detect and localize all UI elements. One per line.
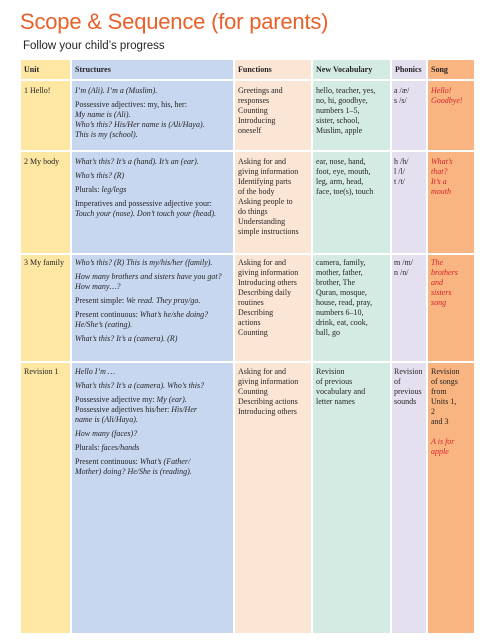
header-unit: Unit	[24, 65, 40, 74]
vocabulary-line: Revision	[316, 367, 345, 376]
functions-line: Understanding	[238, 217, 286, 226]
song-line: that?	[431, 167, 448, 176]
unit-column-bg	[21, 60, 70, 633]
structures-cell	[75, 86, 235, 140]
phonics-line: sounds	[394, 397, 417, 406]
functions-line: oneself	[238, 126, 262, 135]
vocabulary-line: of previous	[316, 377, 353, 386]
structure-line: This is my (school).	[75, 130, 138, 139]
phonics-cell	[394, 157, 427, 187]
functions-line: Identifying parts	[238, 177, 292, 186]
structure-line: name is (Ali/Haya).	[75, 415, 138, 424]
song-line: apple	[431, 447, 449, 456]
song-line: Units 1,	[431, 397, 457, 406]
structure-line: I’m (Ali). I’m a (Muslim).	[75, 86, 158, 95]
structure-line: He/She’s (eating).	[75, 320, 133, 329]
vocabulary-line: Muslim, apple	[316, 126, 363, 135]
song-line: and 3	[431, 417, 449, 426]
vocabulary-column-bg	[313, 60, 390, 633]
header-song: Song	[431, 65, 448, 74]
structure-line: Possessive adjective my: My (ear).	[75, 395, 187, 404]
song-line: and	[431, 278, 443, 287]
vocabulary-line: Quran, mosque,	[316, 288, 367, 297]
phonics-cell	[394, 367, 427, 407]
structure-line: Imperatives and possessive adjective your:	[75, 199, 212, 208]
structures-column-bg	[72, 60, 233, 633]
functions-line: actions	[238, 318, 261, 327]
vocabulary-line: camera, family,	[316, 258, 366, 267]
phonics-line: t /t/	[394, 177, 405, 186]
song-line: sisters	[431, 288, 452, 297]
vocabulary-line: numbers 6–10,	[316, 308, 364, 317]
phonics-cell	[394, 258, 427, 278]
structure-line: What’s this? It’s a (hand). It’s an (ear).	[75, 157, 199, 166]
functions-cell	[238, 258, 312, 338]
vocabulary-cell	[316, 86, 391, 136]
vocabulary-line: house, read, pray,	[316, 298, 373, 307]
song-line: Goodbye!	[431, 96, 463, 105]
song-column-bg	[428, 60, 474, 633]
phonics-line: m /m/	[394, 258, 413, 267]
functions-cell	[238, 367, 312, 417]
structure-line: Who’s this? (R)	[75, 171, 125, 180]
unit-cell	[24, 258, 70, 268]
song-line: It’s a	[431, 177, 447, 186]
song-line: song	[431, 298, 447, 307]
row-divider	[21, 79, 474, 81]
functions-line: Asking for and	[238, 258, 286, 267]
functions-cell	[238, 86, 312, 136]
vocabulary-cell	[316, 157, 391, 197]
song-line: from	[431, 387, 447, 396]
structure-line: Who’s this? (R) This is my/his/her (family).	[75, 258, 213, 267]
structure-line: Hello I’m …	[75, 367, 115, 376]
structure-line: My name is (Ali).	[75, 110, 131, 119]
functions-line: Counting	[238, 106, 268, 115]
functions-line: giving information	[238, 167, 299, 176]
functions-line: Asking for and	[238, 157, 286, 166]
song-line: A is for	[431, 437, 455, 446]
functions-line: giving information	[238, 377, 299, 386]
vocabulary-line: ear, nose, hand,	[316, 157, 366, 166]
functions-column-bg	[235, 60, 311, 633]
functions-line: Counting	[238, 387, 268, 396]
unit-label: 2 My body	[24, 157, 60, 166]
structure-line: Present simple: We read. They pray/go.	[75, 296, 201, 305]
vocabulary-line: face, toe(s), touch	[316, 187, 374, 196]
structures-cell	[75, 157, 235, 219]
structure-line: What’s this? It’s a (camera). (R)	[75, 334, 178, 343]
row-divider	[21, 253, 474, 255]
row-divider	[21, 361, 474, 363]
phonics-line: l /l/	[394, 167, 405, 176]
vocabulary-cell	[316, 258, 391, 338]
song-line: of songs	[431, 377, 458, 386]
structure-line: Possessive adjectives: my, his, her:	[75, 100, 187, 109]
header-phonics: Phonics	[395, 65, 422, 74]
song-line	[431, 427, 475, 437]
phonics-line: Revision	[394, 367, 423, 376]
functions-line: Asking people to	[238, 197, 293, 206]
song-cell	[431, 157, 475, 197]
structure-line: How many (faces)?	[75, 429, 138, 438]
phonics-line: h /h/	[394, 157, 409, 166]
header-structures: Structures	[75, 65, 111, 74]
functions-line: Describing actions	[238, 397, 298, 406]
phonics-line: n /n/	[394, 268, 409, 277]
functions-line: do things	[238, 207, 268, 216]
unit-cell	[24, 367, 70, 377]
vocabulary-line: foot, eye, mouth,	[316, 167, 371, 176]
header-new-vocabulary: New Vocabulary	[316, 65, 373, 74]
functions-line: Introducing	[238, 116, 276, 125]
vocabulary-line: leg, arm, head,	[316, 177, 364, 186]
functions-line: Describing	[238, 308, 274, 317]
structure-line: Mother) doing? He/She is (reading).	[75, 467, 192, 476]
page-subtitle: Follow your child’s progress	[23, 40, 165, 52]
functions-line: Counting	[238, 328, 268, 337]
song-cell	[431, 86, 475, 106]
vocabulary-line: ball, go	[316, 328, 340, 337]
phonics-column-bg	[392, 60, 426, 633]
song-line: brothers	[431, 268, 458, 277]
song-line: 2	[431, 407, 435, 416]
functions-line: responses	[238, 96, 270, 105]
structure-line: How many…?	[75, 282, 121, 291]
functions-line: Introducing others	[238, 278, 297, 287]
phonics-line: s /s/	[394, 96, 407, 105]
vocabulary-line: mother, father,	[316, 268, 363, 277]
song-line: The	[431, 258, 443, 267]
functions-line: Greetings and	[238, 86, 283, 95]
unit-label: Revision 1	[24, 367, 59, 376]
structure-line: Present continuous: What’s he/she doing?	[75, 310, 209, 319]
structure-line: How many brothers and sisters have you got?	[75, 272, 222, 281]
vocabulary-line: vocabulary and	[316, 387, 366, 396]
vocabulary-line: numbers 1–5,	[316, 106, 360, 115]
functions-line: giving information	[238, 268, 299, 277]
structure-line: Present continuous: What’s (Father/	[75, 457, 191, 466]
song-cell	[431, 258, 475, 308]
unit-label: 3 My family	[24, 258, 64, 267]
header-functions: Functions	[238, 65, 272, 74]
phonics-cell	[394, 86, 427, 106]
phonics-line: previous	[394, 387, 422, 396]
phonics-line: of	[394, 377, 401, 386]
functions-line: of the body	[238, 187, 275, 196]
structure-line: Plurals: leg/legs	[75, 185, 127, 194]
structures-cell	[75, 367, 235, 477]
structure-line: Possessive adjectives his/her: His/Her	[75, 405, 197, 414]
functions-line: simple instructions	[238, 227, 299, 236]
song-line: mouth	[431, 187, 451, 196]
song-line: Hello!	[431, 86, 452, 95]
functions-line: Asking for and	[238, 367, 286, 376]
functions-line: Introducing others	[238, 407, 297, 416]
structure-line: Who’s this? His/Her name is (Ali/Haya).	[75, 120, 205, 129]
vocabulary-line: no, hi, goodbye,	[316, 96, 368, 105]
song-cell	[431, 367, 475, 457]
structures-cell	[75, 258, 235, 344]
functions-line: Describing daily	[238, 288, 292, 297]
song-line: Revision	[431, 367, 460, 376]
vocabulary-cell	[316, 367, 391, 407]
structure-line: Plurals: faces/hands	[75, 443, 140, 452]
functions-line: routines	[238, 298, 264, 307]
song-line: What’s	[431, 157, 453, 166]
unit-cell	[24, 157, 70, 167]
functions-cell	[238, 157, 312, 237]
phonics-line: a /æ/	[394, 86, 410, 95]
vocabulary-line: drink, eat, cook,	[316, 318, 368, 327]
row-divider	[21, 150, 474, 152]
vocabulary-line: letter names	[316, 397, 355, 406]
vocabulary-line: brother, The	[316, 278, 356, 287]
page-title: Scope & Sequence (for parents)	[20, 9, 329, 34]
vocabulary-line: sister, school,	[316, 116, 360, 125]
vocabulary-line: hello, teacher, yes,	[316, 86, 376, 95]
structure-line: Touch your (nose). Don’t touch your (head).	[75, 209, 217, 218]
unit-label: 1 Hello!	[24, 86, 51, 95]
unit-cell	[24, 86, 70, 96]
structure-line: What’s this? It’s a (camera). Who’s this?	[75, 381, 205, 390]
